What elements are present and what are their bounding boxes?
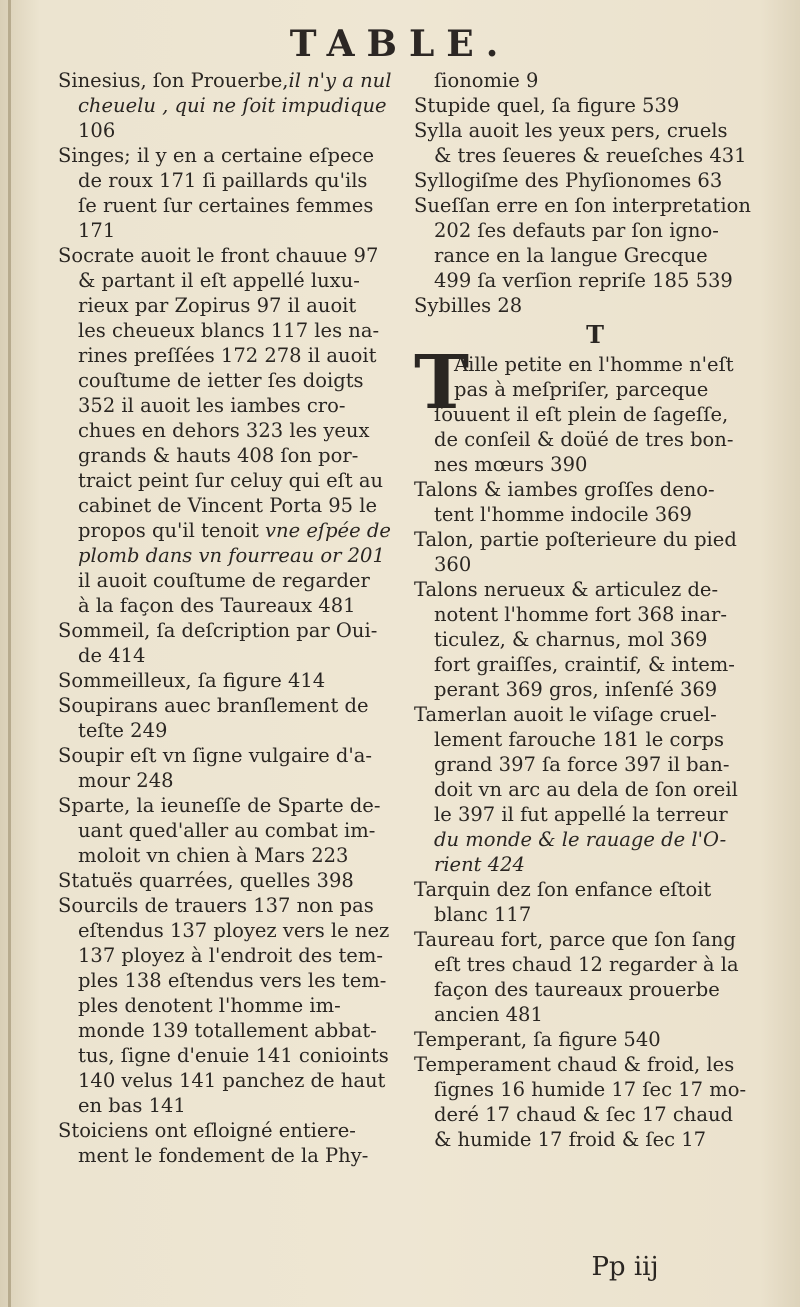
entry-line: monde 139 totallement abbat- <box>78 1019 377 1042</box>
entry-line: Stoiciens ont eſloigné entiere- <box>58 1119 356 1142</box>
entry-line: Soupirans auec branſlement de <box>58 694 369 717</box>
entry-line: Sparte, la ieuneſſe de Sparte de- <box>58 794 381 817</box>
left-column <box>58 68 394 1168</box>
entry-line: Tamerlan auoit le viſage cruel- <box>414 703 717 726</box>
index-entry-soupirans <box>58 693 394 743</box>
entry-line: Sybilles 28 <box>414 294 523 317</box>
index-entry-taureau <box>414 927 776 1027</box>
index-entry-stupide <box>414 93 776 118</box>
entry-line: Sommeil, ſa deſcription par Oui- <box>58 619 378 642</box>
index-entry-sinesius <box>58 68 394 143</box>
entry-line: perant 369 gros, inſenſé 369 <box>434 678 718 701</box>
entry-line: en bas 141 <box>78 1094 186 1117</box>
entry-line: façon des taureaux prouerbe <box>434 978 720 1001</box>
entry-line: Sommeilleux, ſa figure 414 <box>58 669 326 692</box>
entry-line: Talon, partie poſterieure du pied <box>414 528 737 551</box>
entry-line: & tres ſeueres & reueſches 431 <box>434 144 747 167</box>
entry-line: à la façon des Taureaux 481 <box>78 594 356 617</box>
entry-line: 499 ſa verſion repriſe 185 539 <box>434 269 733 292</box>
entry-line: Aille petite en l'homme n'eſt <box>454 353 734 376</box>
entry-line: de conſeil & doüé de tres bon- <box>434 428 734 451</box>
entry-line: Socrate auoit le front chauue 97 <box>58 244 379 267</box>
index-entry-singes <box>58 143 394 243</box>
page-title: TABLE. <box>289 23 511 65</box>
entry-line: rieux par Zopirus 97 il auoit <box>78 294 357 317</box>
entry-line: moloit vn chien à Mars 223 <box>78 844 349 867</box>
entry-line: mour 248 <box>78 769 174 792</box>
index-entry-sionomie <box>414 68 776 93</box>
index-entry-talons-nerueux <box>414 577 776 702</box>
entry-line: plomb dans vn fourreau or 201 <box>78 544 385 567</box>
entry-line: Talons nerueux & articulez de- <box>414 578 719 601</box>
index-entry-temperant <box>414 1027 776 1052</box>
entry-line: cabinet de Vincent Porta 95 le <box>78 494 378 517</box>
entry-line: fort graiſſes, craintif, & intem- <box>434 653 735 676</box>
entry-line: pas à meſpriſer, parceque <box>454 378 709 401</box>
entry-line: rance en la langue Grecque <box>434 244 708 267</box>
index-entry-talon <box>414 527 776 577</box>
entry-line: & humide 17 froid & ſec 17 <box>434 1128 707 1151</box>
index-entry-sourcils <box>58 893 394 1118</box>
index-entry-suessan <box>414 193 776 293</box>
entry-line: 360 <box>434 553 472 576</box>
entry-line: ſe ruent ſur certaines femmes <box>78 194 374 217</box>
entry-line: grand 397 ſa force 397 il ban- <box>434 753 730 776</box>
entry-line: Taureau fort, parce que ſon ſang <box>414 928 736 951</box>
entry-line: ſionomie 9 <box>434 69 539 92</box>
index-entry-sybilles <box>414 293 776 318</box>
index-entry-stoiciens <box>58 1118 394 1168</box>
entry-line: Stupide quel, ſa figure 539 <box>414 94 680 117</box>
entry-line: & partant il eſt appellé luxu- <box>78 269 360 292</box>
right-column <box>414 68 776 1152</box>
entry-line: de roux 171 ſi paillards qu'ils <box>78 169 368 192</box>
entry-line: propos qu'il tenoit vne eſpée de <box>78 519 391 542</box>
entry-line: nes mœurs 390 <box>434 453 588 476</box>
entry-line: traict peint ſur celuy qui eſt au <box>78 469 384 492</box>
index-entry-tarquin <box>414 877 776 927</box>
entry-line: tus, ſigne d'enuie 141 conioints <box>78 1044 389 1067</box>
entry-line: notent l'homme fort 368 inar- <box>434 603 727 626</box>
index-entry-syllogisme <box>414 168 776 193</box>
entry-line: doit vn arc au dela de ſon oreil <box>434 778 738 801</box>
entry-line: 137 ployez à l'endroit des tem- <box>78 944 383 967</box>
index-entry-socrate <box>58 243 394 618</box>
index-entry-statues <box>58 868 394 893</box>
entry-line: ticulez, & charnus, mol 369 <box>434 628 708 651</box>
entry-line: ples 138 eſtendus vers les tem- <box>78 969 387 992</box>
entry-line: couſtume de ietter ſes doigts <box>78 369 364 392</box>
entry-line: Sueſſan erre en ſon interpretation <box>414 194 751 217</box>
entry-line: 352 il auoit les iambes cro- <box>78 394 346 417</box>
entry-line: 106 <box>78 119 116 142</box>
index-entry-sylla <box>414 118 776 168</box>
entry-line: teſte 249 <box>78 719 168 742</box>
index-entry-sommeil <box>58 618 394 668</box>
entry-line: ſouuent il eſt plein de ſageſſe, <box>434 403 729 426</box>
entry-line: Talons & iambes groſſes deno- <box>414 478 715 501</box>
entry-line: lement farouche 181 le corps <box>434 728 724 751</box>
entry-line: uant qued'aller au combat im- <box>78 819 376 842</box>
entry-line: Singes; il y en a certaine eſpece <box>58 144 374 167</box>
index-entry-talons <box>414 477 776 527</box>
entry-line: Tarquin dez ſon enfance eſtoit <box>414 878 712 901</box>
index-entry-temperament <box>414 1052 776 1152</box>
entry-line: ment le fondement de la Phy- <box>78 1144 369 1167</box>
book-spine-shadow <box>8 0 11 1307</box>
entry-line: rient 424 <box>434 853 525 876</box>
entry-line: deré 17 chaud & ſec 17 chaud <box>434 1103 734 1126</box>
entry-line: grands & hauts 408 ſon por- <box>78 444 359 467</box>
entry-line: Syllogiſme des Phyſionomes 63 <box>414 169 723 192</box>
entry-line: il auoit couſtume de regarder <box>78 569 370 592</box>
entry-line: rines preſſées 172 278 il auoit <box>78 344 377 367</box>
entry-line: Sylla auoit les yeux pers, cruels <box>414 119 728 142</box>
entry-line: de 414 <box>78 644 146 667</box>
entry-line: eſt tres chaud 12 regarder à la <box>434 953 739 976</box>
entry-line: les cheueux blancs 117 les na- <box>78 319 380 342</box>
entry-line: Temperament chaud & froid, les <box>414 1053 735 1076</box>
section-letter-t: T <box>586 320 604 349</box>
entry-line: Soupir eſt vn ſigne vulgaire d'a- <box>58 744 372 767</box>
entry-line: cheuelu , qui ne ſoit impudique <box>78 94 387 117</box>
index-entry-taille <box>414 340 776 477</box>
drop-cap-letter: T <box>414 340 470 426</box>
index-entry-sparte <box>58 793 394 868</box>
entry-line: du monde & le rauage de l'O- <box>434 828 727 851</box>
index-entry-tamerlan <box>414 702 776 877</box>
entry-line: ancien 481 <box>434 1003 543 1026</box>
entry-line: ples denotent l'homme im- <box>78 994 341 1017</box>
entry-line: blanc 117 <box>434 903 532 926</box>
entry-line: tent l'homme indocile 369 <box>434 503 692 526</box>
index-entry-soupir <box>58 743 394 793</box>
entry-line: Statuës quarrées, quelles 398 <box>58 869 354 892</box>
signature-mark: Pp iij <box>591 1252 659 1282</box>
entry-line: 140 velus 141 panchez de haut <box>78 1069 386 1092</box>
entry-line: le 397 il fut appellé la terreur <box>434 803 728 826</box>
entry-line: ſignes 16 humide 17 ſec 17 mo- <box>434 1078 747 1101</box>
index-entry-sommeilleux <box>58 668 394 693</box>
entry-line: chues en dehors 323 les yeux <box>78 419 370 442</box>
entry-line: eſtendus 137 ployez vers le nez <box>78 919 390 942</box>
entry-line: 171 <box>78 219 116 242</box>
entry-line: Sourcils de trauers 137 non pas <box>58 894 374 917</box>
entry-line: Sinesius, ſon Prouerbe,il n'y a nul <box>58 69 392 92</box>
entry-line: Temperant, ſa figure 540 <box>414 1028 661 1051</box>
entry-line: 202 ſes defauts par ſon igno- <box>434 219 719 242</box>
